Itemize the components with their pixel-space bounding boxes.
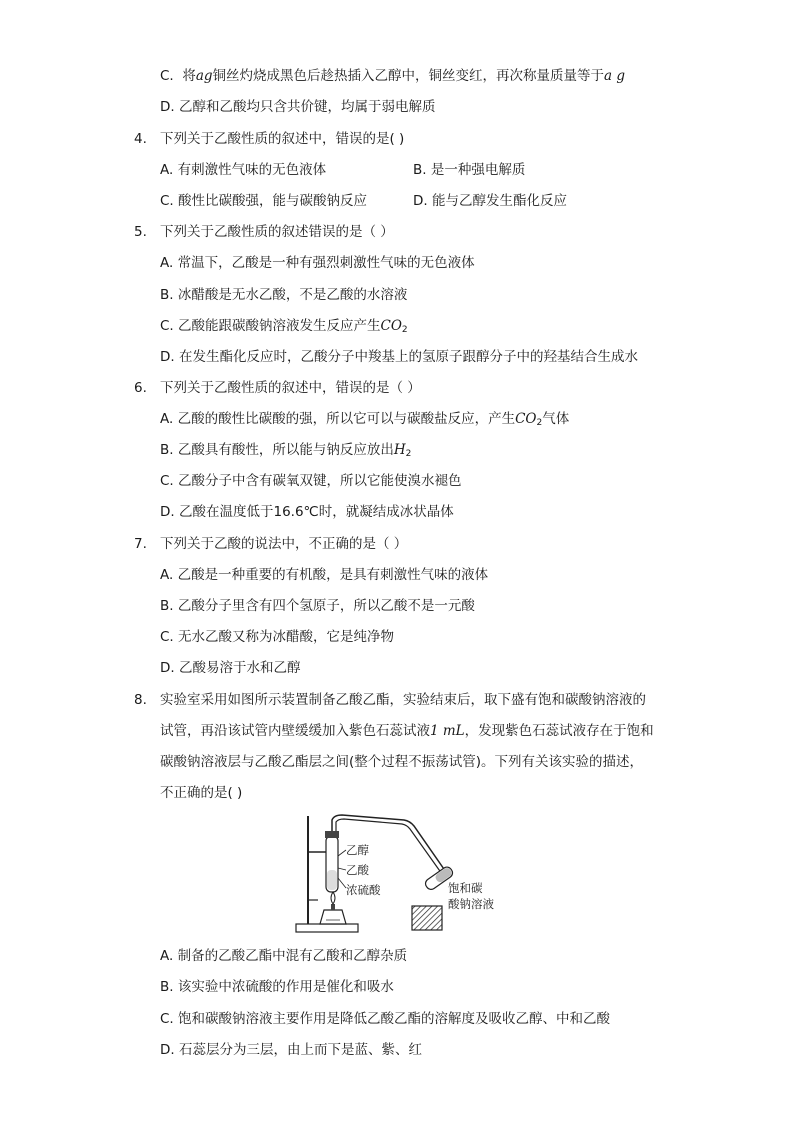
q7-option-d: D. 乙酸易溶于水和乙醇 [160,660,301,676]
q5-stem: 下列关于乙酸性质的叙述错误的是（ ） [160,224,394,240]
q5-option-c-subscript: 2 [401,325,408,335]
q8-stem-volume: 1 mL [430,723,465,739]
label-leader-2 [338,868,346,870]
alcohol-lamp [320,910,346,924]
q8-stem-line2 [160,721,654,741]
label-leader-1 [338,850,346,856]
apparatus-figure [288,812,508,940]
q3-option-d: D. 乙醇和乙酸均只含共价键，均属于弱电解质 [160,99,436,115]
q8-option-c: C. 饱和碳酸钠溶液主要作用是降低乙酸乙酯的溶解度及吸收乙醇、中和乙酸 [160,1011,611,1027]
label-sodium-carbonate-2: 酸钠溶液 [448,897,494,911]
support-block [412,906,442,930]
q4-option-b: B. 是一种强电解质 [413,162,526,178]
reaction-liquid [327,870,337,890]
q7-option-c: C. 无水乙酸又称为冰醋酸，它是纯净物 [160,629,395,645]
q7-option-b: B. 乙酸分子里含有四个氢原子，所以乙酸不是一元酸 [160,598,475,614]
q6-option-b [160,440,411,460]
stand-base [296,924,358,932]
q6-option-d-text: D. 乙酸在温度低于 [160,504,274,520]
q3-option-c [160,66,625,86]
q7-option-a: A. 乙酸是一种重要的有机酸，是具有刺激性气味的液体 [160,567,489,583]
q5-option-c [160,316,408,336]
q8-number: 8. [134,692,147,708]
q8-stem-line2-post: ，发现紫色石蕊试液存在于饱和 [464,723,654,739]
q8-option-b: B. 该实验中浓硫酸的作用是催化和吸水 [160,979,394,995]
q6-option-d-post: 时，就凝结成冰状晶体 [318,504,454,520]
q5-option-d: D. 在发生酯化反应时，乙酸分子中羧基上的氢原子跟醇分子中的羟基结合生成水 [160,349,638,365]
q6-number: 6. [134,380,147,396]
q6-option-b-text: B. 乙酸具有酸性，所以能与钠反应放出 [160,442,394,458]
q4-option-d: D. 能与乙醇发生酯化反应 [413,193,567,209]
label-leader-3 [338,878,346,888]
q5-option-b: B. 冰醋酸是无水乙酸，不是乙酸的水溶液 [160,287,408,303]
q6-option-d-temperature: 16.6℃ [273,504,319,520]
q6-option-a-text: A. 乙酸的酸性比碳酸的强，所以它可以与碳酸盐反应，产生 [160,411,516,427]
q5-number: 5. [134,224,147,240]
q8-stem-line2-pre: 试管，再沿该试管内壁缓缓加入紫色石蕊试液 [160,723,430,739]
q3-option-c-math2: a g [604,68,625,84]
label-sulfuric-acid: 浓硫酸 [346,883,381,897]
flame-icon [331,892,335,904]
q5-option-c-text: C. 乙酸能跟碳酸钠溶液发生反应产生 [160,318,381,334]
label-acetic-acid: 乙酸 [346,863,369,877]
q6-option-b-subscript: 2 [405,449,412,459]
q6-option-a [160,409,569,429]
q3-option-c-label: C. [160,68,174,84]
q6-option-a-post: 气体 [542,411,570,427]
q7-number: 7. [134,536,147,552]
label-sodium-carbonate-1: 饱和碳 [448,881,483,895]
q6-option-a-formula: CO [515,411,537,427]
q6-option-d [160,502,454,522]
q4-option-c: C. 酸性比碳酸强，能与碳酸钠反应 [160,193,368,209]
q8-option-a: A. 制备的乙酸乙酯中混有乙酸和乙醇杂质 [160,948,408,964]
q4-stem: 下列关于乙酸性质的叙述中，错误的是( ) [160,131,405,147]
q5-option-a: A. 常温下，乙酸是一种有强烈刺激性气味的无色液体 [160,255,475,271]
q7-stem: 下列关于乙酸的说法中，不正确的是（ ） [160,536,408,552]
q3-option-c-pre: 将 [182,68,196,84]
q6-option-c: C. 乙酸分子中含有碳氧双键，所以它能使溴水褪色 [160,473,462,489]
q5-option-c-formula: CO [380,318,402,334]
q8-stem-line1: 实验室采用如图所示装置制备乙酸乙酯，实验结束后，取下盛有饱和碳酸钠溶液的 [160,692,646,708]
q3-option-c-math1: ag [195,68,213,84]
tube-stopper [325,831,339,838]
q3-option-c-mid: 铜丝灼烧成黑色后趁热插入乙醇中，铜丝变红，再次称量质量等于 [212,68,605,84]
q4-number: 4. [134,131,147,147]
label-ethanol: 乙醇 [346,843,369,857]
q6-stem: 下列关于乙酸性质的叙述中，错误的是（ ） [160,380,421,396]
q8-stem-line3: 碳酸钠溶液层与乙酸乙酯层之间(整个过程不振荡试管)。下列有关该实验的描述， [160,754,644,770]
q8-stem-line4: 不正确的是( ) [160,785,243,801]
q4-option-a: A. 有刺激性气味的无色液体 [160,162,327,178]
q6-option-b-formula: H [393,442,406,458]
q8-option-d: D. 石蕊层分为三层，由上而下是蓝、紫、红 [160,1042,422,1058]
q6-option-a-subscript: 2 [536,418,543,428]
